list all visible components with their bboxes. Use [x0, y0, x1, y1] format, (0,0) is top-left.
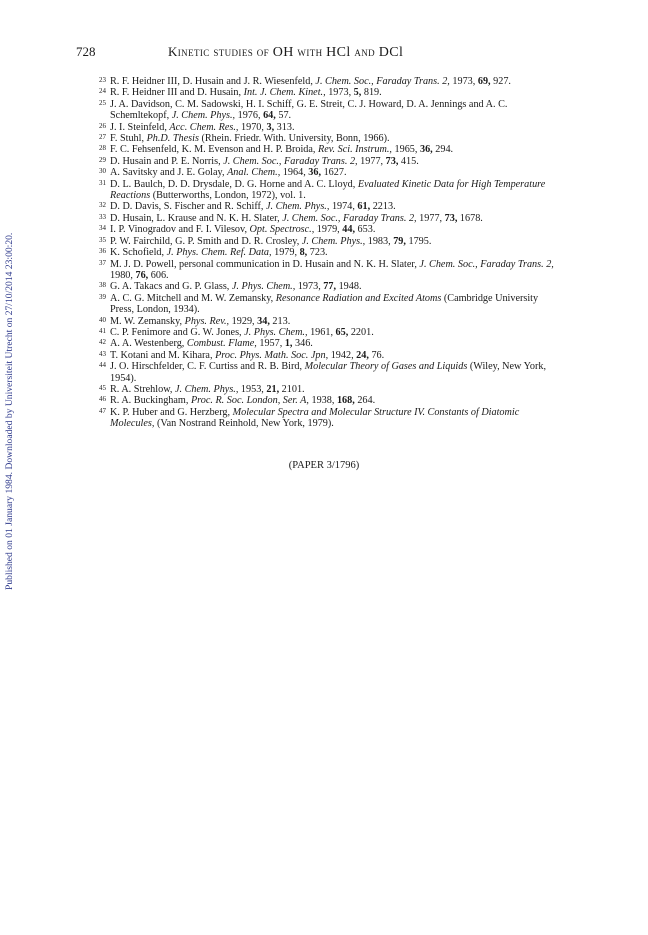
- formula-hcl: HCl: [326, 45, 351, 60]
- reference-number: 25: [99, 98, 106, 107]
- reference-text: [110, 179, 545, 201]
- reference-segment: A. A. Westenberg,: [110, 338, 187, 350]
- reference-segment: D. L. Baulch, D. D. Drysdale, D. G. Horne and A. C. Lloyd,: [110, 178, 358, 190]
- reference-segment: D. D. Davis, S. Fischer and R. Schiff,: [110, 201, 267, 213]
- reference-segment: F. C. Fehsenfeld, K. M. Evenson and H. P. Broida,: [110, 144, 319, 156]
- reference-segment: M. J. D. Powell, personal communication in D. Husain and N. K. H. Slater,: [110, 258, 420, 270]
- reference-italic: J. Chem. Soc., Faraday Trans. 2,: [282, 212, 417, 224]
- reference-number: 37: [99, 258, 106, 267]
- reference-volume: 24,: [356, 349, 369, 361]
- reference-segment: 415.: [398, 155, 419, 167]
- reference-volume: 34,: [257, 315, 270, 327]
- reference-number: 39: [99, 292, 106, 301]
- reference-list: [96, 76, 558, 430]
- reference-segment: T. Kotani and M. Kihara,: [110, 349, 216, 361]
- reference-item: [96, 167, 558, 178]
- reference-text: [110, 259, 554, 281]
- reference-segment: 1678.: [457, 212, 483, 224]
- reference-text: [110, 99, 507, 121]
- page-number: 728: [76, 44, 96, 59]
- reference-segment: 1976,: [235, 110, 264, 122]
- reference-segment: F. Stuhl,: [110, 133, 147, 145]
- reference-italic: Phys. Rev.,: [184, 315, 230, 327]
- reference-segment: C. P. Fenimore and G. W. Jones,: [110, 326, 245, 338]
- reference-text: [110, 327, 374, 338]
- running-head-text: with: [293, 44, 327, 59]
- reference-text: [110, 281, 362, 292]
- reference-segment: K. P. Huber and G. Herzberg,: [110, 406, 233, 418]
- reference-segment: A. C. G. Mitchell and M. W. Zemansky,: [110, 292, 276, 304]
- reference-italic: Proc. R. Soc. London, Ser. A,: [190, 395, 309, 407]
- reference-italic: J. Chem. Phys.,: [171, 110, 236, 122]
- reference-item: [96, 259, 558, 282]
- reference-number: 42: [99, 338, 106, 347]
- reference-segment: (Rhein. Friedr. With. University, Bonn, 1966).: [198, 133, 390, 145]
- reference-segment: 1973,: [295, 281, 324, 293]
- reference-italic: Acc. Chem. Res.,: [169, 121, 239, 133]
- reference-number: 32: [99, 201, 106, 210]
- reference-text: [110, 201, 396, 212]
- reference-segment: 1973,: [325, 87, 354, 99]
- reference-volume: 73,: [385, 155, 399, 167]
- reference-segment: 1964,: [280, 167, 309, 179]
- reference-italic: Combust. Flame,: [186, 338, 257, 350]
- reference-segment: D. Husain and P. E. Norris,: [110, 155, 224, 167]
- reference-item: [96, 293, 558, 316]
- reference-segment: 1970,: [238, 121, 267, 133]
- reference-segment: D. Husain, L. Krause and N. K. H. Slater,: [110, 212, 283, 224]
- reference-item: [96, 236, 558, 247]
- reference-segment: 1977,: [357, 155, 386, 167]
- reference-text: [110, 213, 483, 224]
- reference-text: [110, 350, 384, 361]
- reference-segment: (Butterworths, London, 1972), vol. 1.: [150, 190, 306, 202]
- reference-segment: M. W. Zemansky,: [110, 315, 185, 327]
- reference-text: [110, 122, 294, 133]
- reference-text: [110, 395, 375, 406]
- reference-segment: 2201.: [348, 326, 374, 338]
- reference-text: [110, 407, 519, 429]
- reference-item: [96, 76, 558, 87]
- reference-number: 44: [99, 361, 106, 370]
- reference-segment: 1929,: [229, 315, 258, 327]
- reference-italic: Rev. Sci. Instrum.,: [318, 144, 392, 156]
- reference-segment: 2101.: [279, 383, 305, 395]
- formula-dcl: DCl: [378, 45, 404, 60]
- reference-volume: 77,: [323, 281, 337, 293]
- reference-segment: 346.: [292, 338, 313, 350]
- reference-segment: J. A. Davidson, C. M. Sadowski, H. I. Schiff, G. E. Streit, C. J. Howard, D. A. Jennings and A. C. Schemltekopf,: [110, 98, 508, 122]
- reference-italic: J. Chem. Soc., Faraday Trans. 2,: [419, 258, 554, 270]
- reference-segment: 1942,: [328, 349, 357, 361]
- reference-segment: 313.: [274, 121, 295, 133]
- reference-text: [110, 361, 546, 383]
- reference-number: 41: [99, 326, 106, 335]
- reference-segment: R. F. Heidner III, D. Husain and J. R. Wiesenfeld,: [110, 76, 316, 87]
- reference-volume: 21,: [266, 383, 280, 395]
- reference-italic: J. Chem. Soc., Faraday Trans. 2,: [315, 76, 450, 87]
- reference-segment: 1983,: [365, 235, 394, 247]
- reference-italic: J. Chem. Phys.,: [175, 383, 239, 395]
- reference-segment: 1795.: [405, 235, 432, 247]
- reference-segment: A. Savitsky and J. E. Golay,: [110, 167, 228, 179]
- reference-number: 46: [99, 395, 106, 404]
- reference-segment: 76.: [368, 349, 385, 361]
- reference-item: [96, 350, 558, 361]
- reference-text: [110, 167, 346, 178]
- reference-volume: 3,: [266, 121, 275, 133]
- reference-text: [110, 133, 390, 144]
- reference-segment: 1973,: [449, 76, 478, 87]
- formula-oh: OH: [272, 45, 294, 60]
- reference-segment: 1627.: [321, 167, 347, 179]
- reference-segment: 264.: [354, 395, 376, 407]
- reference-italic: J. Chem. Phys.,: [266, 201, 330, 213]
- reference-volume: 79,: [393, 235, 406, 247]
- reference-segment: 1979,: [314, 224, 343, 236]
- reference-italic: J. Phys. Chem. Ref. Data,: [166, 247, 272, 259]
- reference-text: [110, 156, 419, 167]
- reference-italic: Opt. Spectrosc.,: [249, 224, 315, 236]
- reference-item: [96, 338, 558, 349]
- reference-segment: 1980,: [110, 269, 136, 281]
- reference-text: [110, 293, 538, 315]
- reference-number: 43: [99, 349, 106, 358]
- reference-volume: 65,: [335, 326, 349, 338]
- reference-number: 45: [99, 383, 106, 392]
- reference-number: 33: [99, 212, 106, 221]
- reference-segment: R. A. Strehlow,: [110, 383, 175, 395]
- reference-number: 36: [99, 247, 106, 256]
- reference-number: 24: [99, 87, 106, 96]
- reference-segment: G. A. Takacs and G. P. Glass,: [110, 281, 232, 293]
- reference-italic: Ph.D. Thesis: [146, 133, 199, 145]
- reference-item: [96, 395, 558, 406]
- reference-item: [96, 361, 558, 384]
- reference-number: 27: [99, 133, 106, 142]
- reference-number: 30: [99, 167, 106, 176]
- reference-segment: 213.: [269, 315, 291, 327]
- reference-number: 40: [99, 315, 106, 324]
- reference-segment: 2213.: [370, 201, 396, 213]
- reference-segment: (Wiley, New York, 1954).: [110, 361, 547, 384]
- reference-segment: 1961,: [307, 326, 336, 338]
- reference-item: [96, 407, 558, 430]
- reference-text: [110, 224, 375, 235]
- reference-text: [110, 247, 328, 258]
- reference-italic: J. Chem. Soc., Faraday Trans. 2,: [223, 155, 358, 167]
- reference-segment: 1953,: [238, 383, 267, 395]
- reference-segment: (Cambridge University Press, London, 1934).: [110, 292, 539, 316]
- reference-item: [96, 201, 558, 212]
- reference-text: [110, 316, 290, 327]
- reference-segment: K. Schofield,: [110, 247, 167, 259]
- reference-italic: Molecular Theory of Gases and Liquids: [304, 361, 468, 373]
- reference-italic: J. Chem. Phys.,: [301, 235, 366, 247]
- running-head-text: and: [350, 44, 379, 59]
- reference-text: [110, 338, 313, 349]
- reference-segment: P. W. Fairchild, G. P. Smith and D. R. Crosley,: [110, 235, 302, 247]
- reference-segment: 1957,: [256, 338, 285, 350]
- reference-number: 35: [99, 235, 106, 244]
- reference-item: [96, 213, 558, 224]
- reference-volume: 8,: [299, 247, 308, 259]
- reference-italic: Proc. Phys. Math. Soc. Jpn,: [215, 349, 329, 361]
- reference-segment: 606.: [148, 269, 169, 281]
- reference-volume: 36,: [308, 167, 322, 179]
- reference-segment: I. P. Vinogradov and F. I. Vilesov,: [110, 224, 250, 236]
- download-watermark: [4, 170, 18, 590]
- reference-segment: 1938,: [308, 395, 337, 407]
- reference-item: [96, 281, 558, 292]
- reference-volume: 36,: [419, 144, 433, 156]
- reference-text: [110, 236, 431, 247]
- reference-item: [96, 179, 558, 202]
- reference-item: [96, 144, 558, 155]
- reference-segment: 1965,: [391, 144, 420, 156]
- reference-volume: 64,: [263, 110, 276, 122]
- reference-number: 34: [99, 224, 106, 233]
- reference-number: 28: [99, 144, 106, 153]
- reference-segment: R. F. Heidner III and D. Husain,: [110, 87, 244, 99]
- reference-segment: 653.: [355, 224, 376, 236]
- reference-text: [110, 144, 453, 155]
- reference-number: 31: [99, 178, 106, 187]
- reference-italic: J. Phys. Chem.,: [244, 326, 308, 338]
- reference-volume: 168,: [336, 395, 355, 407]
- reference-segment: J. I. Steinfeld,: [110, 121, 170, 133]
- reference-volume: 69,: [477, 76, 491, 87]
- reference-item: [96, 247, 558, 258]
- reference-volume: 73,: [444, 212, 458, 224]
- running-head-text: Kinetic studies of: [168, 44, 273, 59]
- reference-text: [110, 76, 511, 87]
- reference-number: 29: [99, 155, 106, 164]
- reference-number: 47: [99, 406, 106, 415]
- reference-item: [96, 122, 558, 133]
- reference-segment: 294.: [432, 144, 454, 156]
- reference-italic: Int. J. Chem. Kinet.,: [243, 87, 326, 99]
- reference-italic: Evaluated Kinetic Data for High Temperature Reactions: [110, 178, 546, 202]
- reference-italic: Anal. Chem.,: [227, 167, 281, 179]
- reference-segment: 819.: [361, 87, 382, 99]
- reference-number: 38: [99, 281, 106, 290]
- reference-item: [96, 327, 558, 338]
- reference-segment: 1979,: [271, 247, 300, 259]
- reference-volume: 61,: [357, 201, 371, 213]
- reference-italic: Molecular Spectra and Molecular Structure IV. Constants of Diatomic Molecules,: [110, 406, 520, 430]
- download-watermark-text[interactable]: Published on 01 January 1984. Downloaded by Universiteit Utrecht on 27/10/2014 23:00:20.: [4, 232, 15, 590]
- reference-volume: 5,: [353, 87, 362, 99]
- reference-segment: 1977,: [416, 212, 445, 224]
- reference-segment: 1974,: [329, 201, 358, 213]
- reference-volume: 1,: [284, 338, 293, 350]
- reference-item: [96, 99, 558, 122]
- reference-number: 23: [99, 76, 106, 84]
- reference-item: [96, 224, 558, 235]
- reference-segment: 1948.: [336, 281, 362, 293]
- reference-italic: J. Phys. Chem.,: [231, 281, 296, 293]
- reference-item: [96, 384, 558, 395]
- reference-volume: 76,: [135, 269, 149, 281]
- reference-item: [96, 87, 558, 98]
- running-head: [168, 44, 403, 61]
- reference-text: [110, 384, 305, 395]
- reference-item: [96, 133, 558, 144]
- reference-item: [96, 156, 558, 167]
- reference-segment: (Van Nostrand Reinhold, New York, 1979).: [154, 418, 334, 430]
- reference-segment: 723.: [307, 247, 328, 259]
- reference-segment: 57.: [275, 110, 292, 122]
- paper-id: (PAPER 3/1796): [288, 460, 360, 471]
- reference-segment: 927.: [490, 76, 511, 87]
- reference-segment: J. O. Hirschfelder, C. F. Curtiss and R. B. Bird,: [110, 361, 305, 373]
- reference-text: [110, 87, 382, 98]
- reference-italic: Resonance Radiation and Excited Atoms: [275, 292, 442, 304]
- reference-volume: 44,: [342, 224, 355, 236]
- reference-item: [96, 316, 558, 327]
- reference-number: 26: [99, 121, 106, 130]
- reference-segment: R. A. Buckingham,: [110, 395, 191, 407]
